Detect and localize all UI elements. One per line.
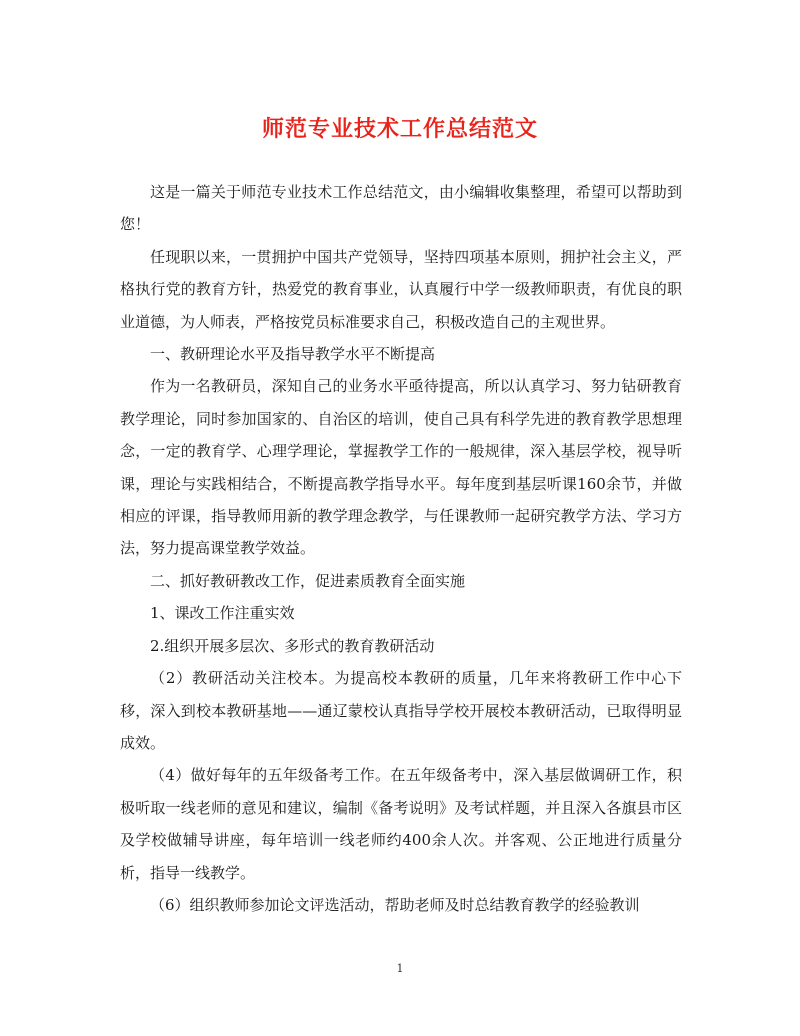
- page-number: 1: [396, 962, 404, 975]
- body-paragraph: （4）做好每年的五年级备考工作。在五年级备考中，深入基层做调研工作，积极听取一线老师的意见和建议，编制《备考说明》及考试样题，并且深入各旗县市区及学校做辅导讲座，每年培训一线老师约400余人次。并客观、公正地进行质量分析，指导一线教学。: [120, 766, 682, 882]
- body-paragraph: 作为一名教研员，深知自己的业务水平亟待提高，所以认真学习、努力钻研教育教学理论，同时参加国家的、自治区的培训，使自己具有科学先进的教育教学思想理念，一定的教育学、心理学理论，掌握教学工作的一般规律，深入基层学校，视导听课，理论与实践相结合，不断提高教学指导水平。每年度到基层听课160余节，并做相应的评课，指导教师用新的教学理念教学，与任课教师一起研究教学方法、学习方法，努力提高课堂教学效益。: [120, 377, 682, 558]
- body-paragraph: 任现职以来，一贯拥护中国共产党领导，坚持四项基本原则，拥护社会主义，严格执行党的教育方针，热爱党的教育事业，认真履行中学一级教师职责，有优良的职业道德，为人师表，严格按党员标准要求自己，积极改造自己的主观世界。: [120, 247, 682, 331]
- section-heading: 二、抓好教研教改工作，促进素质教育全面实施: [150, 571, 466, 590]
- body-paragraph: （2）教研活动关注校本。为提高校本教研的质量，几年来将教研工作中心下移，深入到校本教研基地——通辽蒙校认真指导学校开展校本教研活动，已取得明显成效。: [120, 669, 682, 752]
- subsection-heading: 2.组织开展多层次、多形式的教育教研活动: [150, 636, 435, 655]
- document-title: 师范专业技术工作总结范文: [261, 116, 538, 142]
- document-body: [120, 176, 682, 921]
- subsection-heading: 1、课改工作注重实效: [150, 604, 295, 623]
- body-paragraph: （6）组织教师参加论文评选活动，帮助老师及时总结教育教学的经验教训: [150, 895, 640, 914]
- section-heading: 一、教研理论水平及指导教学水平不断提高: [150, 345, 436, 364]
- intro-paragraph: 这是一篇关于师范专业技术工作总结范文，由小编辑收集整理，希望可以帮助到您！: [120, 183, 682, 234]
